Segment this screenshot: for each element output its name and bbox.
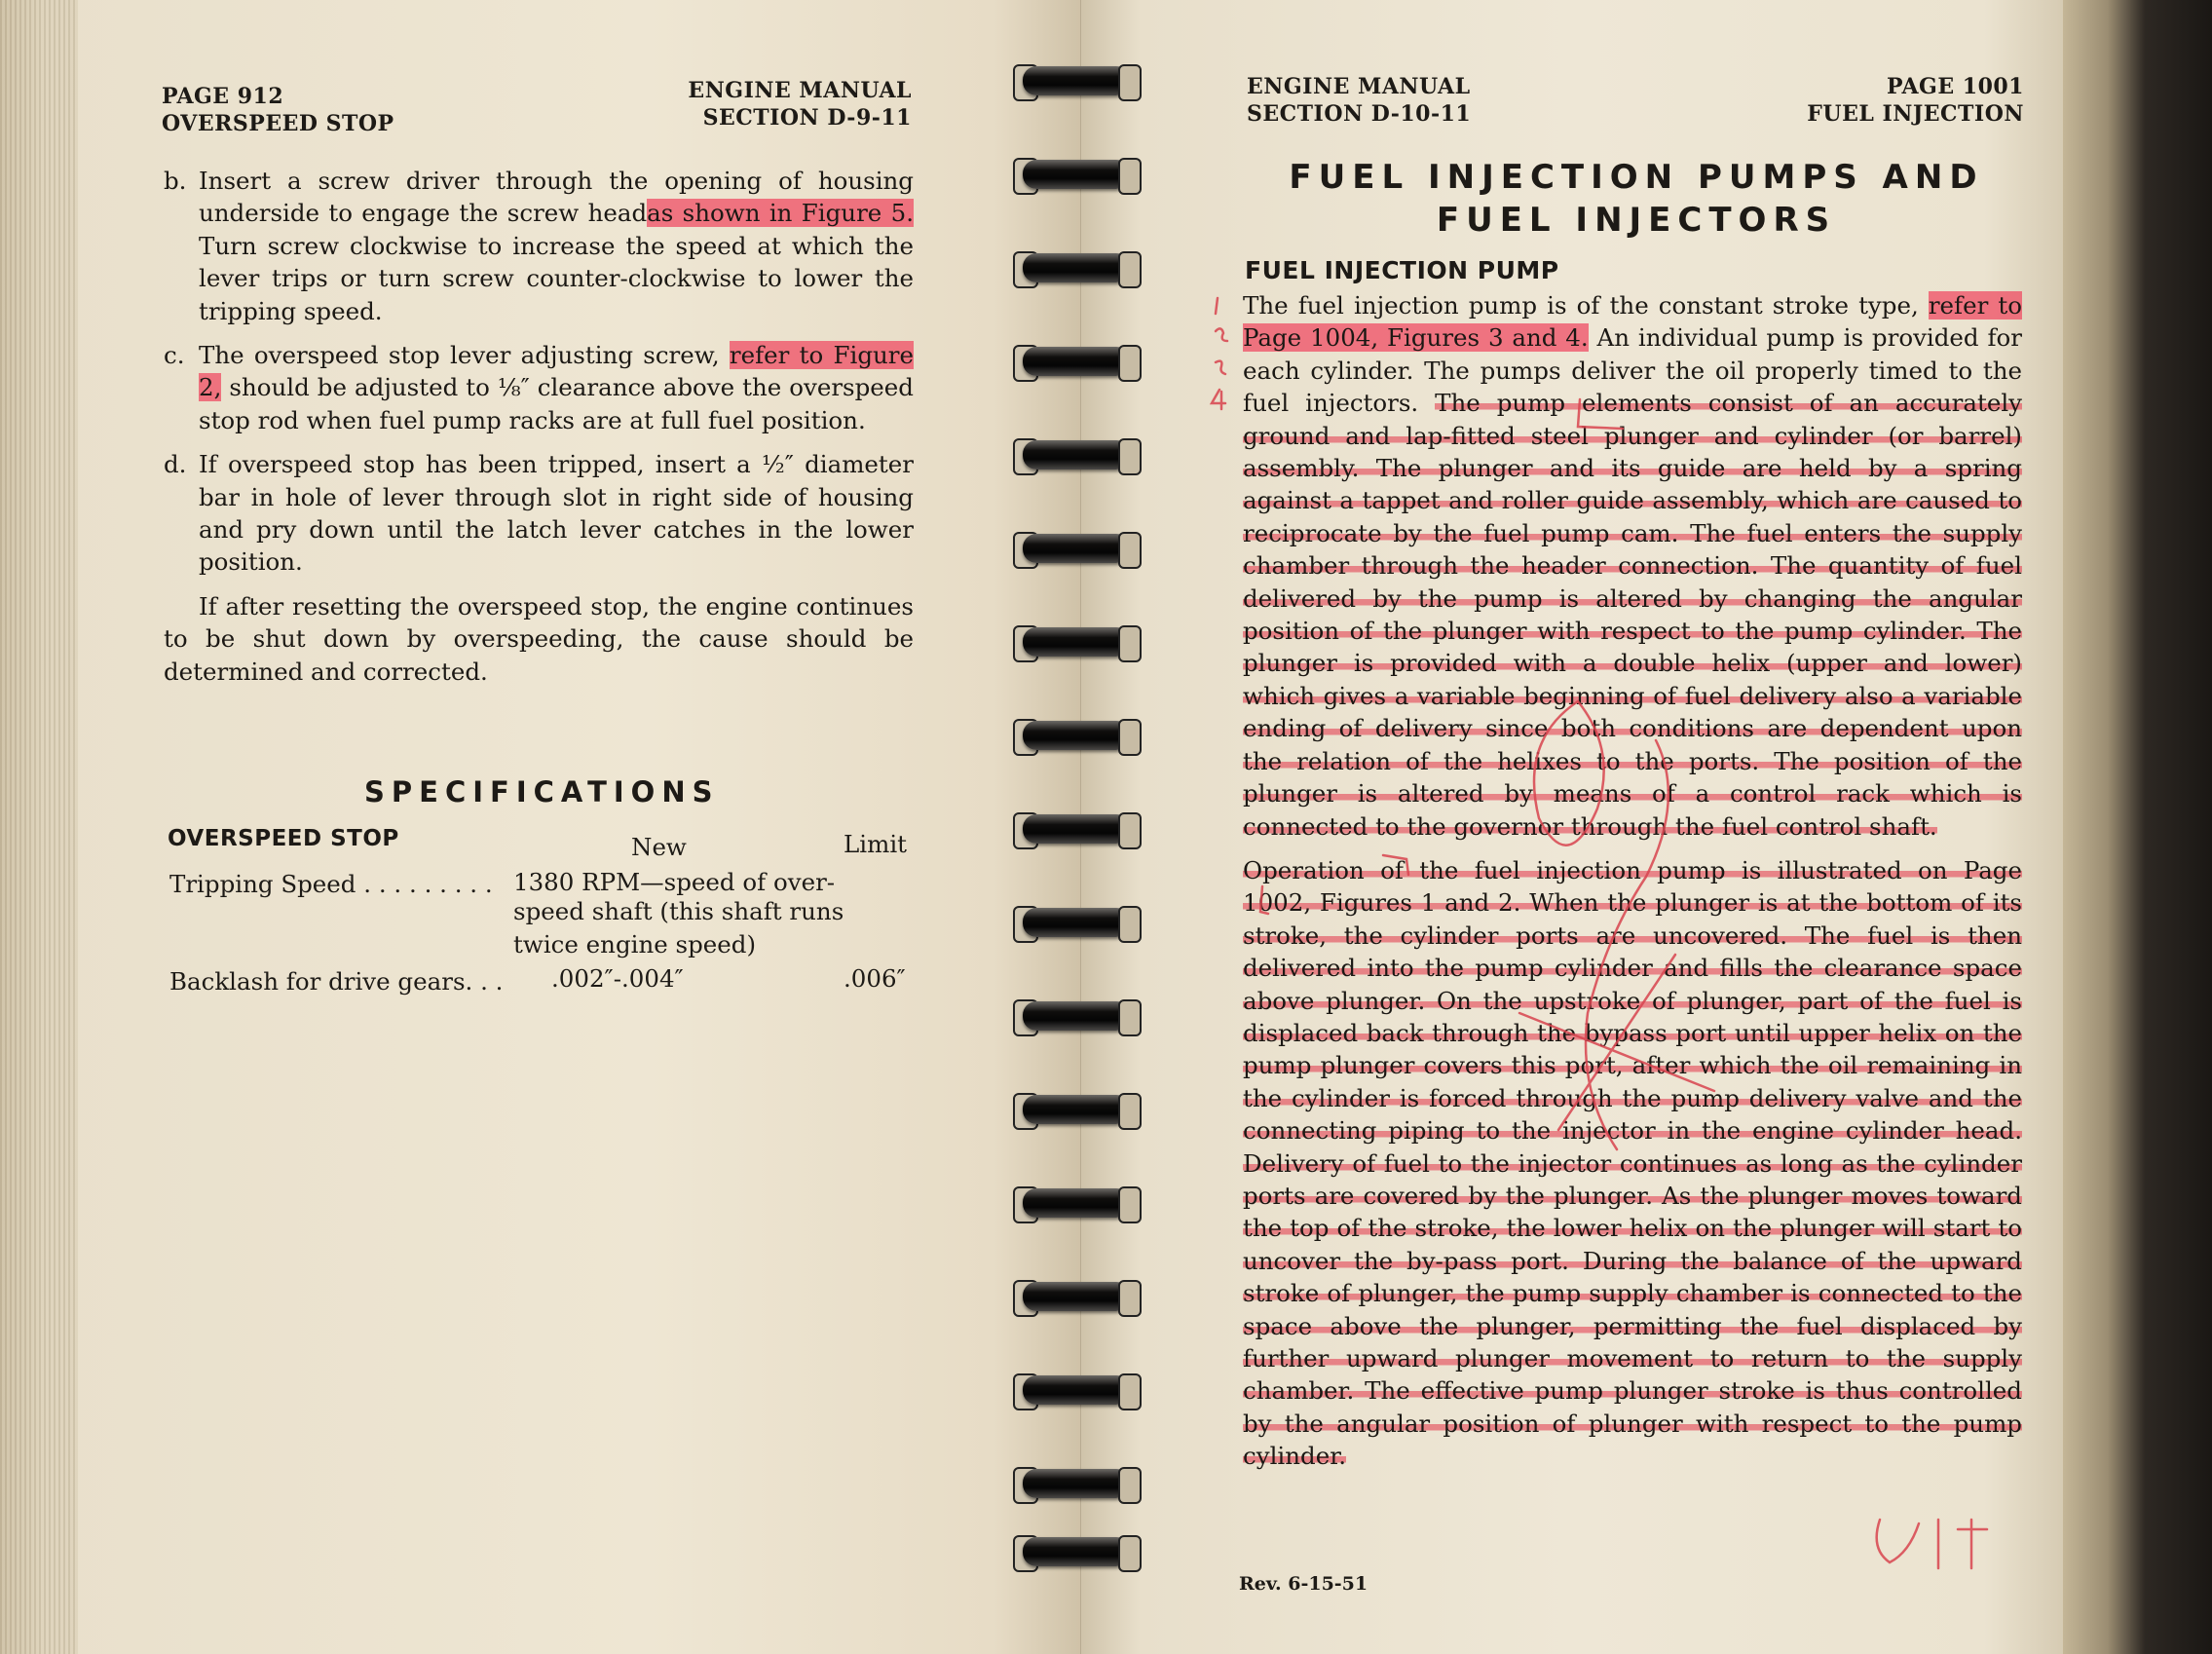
step-b-letter: b. <box>164 167 187 195</box>
left-page <box>0 0 1081 1654</box>
para1-struck-text: The pump elements consist of an accurately ground and lap-fitted steel plunger and cylinder (or barrel) assembly. The plunger and its guide are held by a spring against a tappet and roller guide assembly, which are caused to reciprocate by the fuel pump cam. The fuel enters the supply chamber through the header connection. The quantity of fuel delivered by the pump is altered by changing the angular position of the plunger with respect to the pump cylinder. The plunger is provided with a double helix (upper and lower) which gives a variable beginning of fuel delivery also a variable ending of delivery since both conditions are dependent upon the relation of the helixes to the ports. The position of the plunger is altered by means of a control rack which is connected to the governor through the fuel control shaft. <box>1243 389 2023 841</box>
para1-highlight: refer to Page 1004, Figures 3 and 4. <box>1243 291 2022 353</box>
fuel-pump-subhead: FUEL INJECTION PUMP <box>1245 256 1559 284</box>
step-b-text-rest: Turn screw clockwise to increase the speed at which the lever trips or turn screw counter-clockwise to lower the tripping speed. <box>199 231 914 325</box>
left-body <box>164 165 914 688</box>
left-manual-name: ENGINE MANUAL <box>688 78 912 103</box>
spec-row-new-line: twice engine speed) <box>513 930 757 959</box>
closing-paragraph: If after resetting the overspeed stop, the engine continues to be shut down by overspeeding, the cause should be determined and corrected. <box>164 591 914 686</box>
binding-coil <box>1013 432 1140 475</box>
para2-struck-lead: Operation of the fuel injection pump is illustrated on Page 1002, Figures 1 and 2. <box>1243 855 2022 918</box>
binding-coil <box>1013 1087 1140 1130</box>
spec-col-limit: Limit <box>844 830 908 858</box>
spec-row-new-line: .002″-.004″ <box>551 964 684 993</box>
paragraph-2 <box>1243 854 2022 1473</box>
binding-coil <box>1013 339 1140 382</box>
spec-row-new-line: 1380 RPM—speed of over- <box>513 868 836 896</box>
binding-coil <box>1013 1274 1140 1317</box>
para1-text: The fuel injection pump is of the constant stroke type, <box>1243 291 1929 320</box>
spec-row-label: Tripping Speed . . . . . . . . . <box>169 870 493 898</box>
paragraph-1 <box>1243 289 2022 843</box>
right-body <box>1243 289 2022 1473</box>
spiral-binding <box>1013 58 1149 1578</box>
spec-row-label: Backlash for drive gears. . . <box>169 967 504 996</box>
specifications-title: SPECIFICATIONS <box>364 775 720 808</box>
step-c-text: The overspeed stop lever adjusting screw, <box>199 341 730 370</box>
step-b-text: Insert a screw driver through the opening of housing underside to engage the screw head <box>199 167 914 228</box>
spec-row-new-line: speed shaft (this shaft runs <box>513 897 844 925</box>
left-page-number: PAGE 912 <box>162 84 284 109</box>
binding-coil <box>1013 58 1140 101</box>
binding-coil <box>1013 1461 1140 1504</box>
page-title-line2: FUEL INJECTORS <box>1436 201 1837 240</box>
para2-struck-text: When the plunger is at the bottom of its stroke, the cylinder ports are uncovered. The fuel is then delivered into the pump cylinder and fills the clearance space above plunger. On the upstroke of plunger, part of the fuel is displaced back through the bypass port until upper helix on the pump plunger covers this port, after which the oil remaining in the cylinder is forced through the pump delivery valve and the connecting piping to the injector in the engine cylinder head. Delivery of fuel to the injector continues as long as the cylinder ports are covered by the plunger. As the plunger moves toward the top of the stroke, the lower helix on the plunger will start to uncover the by-pass port. During the balance of the upward stroke of plunger, the pump supply chamber is connected to the space above the plunger, permitting the fuel displaced by further upward plunger movement to return to the supply chamber. The effective pump plunger stroke is thus controlled by the angular position of plunger with respect to the pump cylinder. <box>1243 888 2022 1471</box>
step-b-highlight: as shown in Figure 5. <box>647 199 914 228</box>
binding-coil <box>1013 900 1140 943</box>
binding-coil <box>1013 526 1140 569</box>
binding-coil <box>1013 245 1140 288</box>
step-c <box>164 339 914 436</box>
spec-col-new: New <box>631 833 687 861</box>
binding-coil <box>1013 1529 1140 1572</box>
spec-subhead: OVERSPEED STOP <box>168 826 399 851</box>
page-fore-edge <box>2063 0 2212 1654</box>
binding-coil <box>1013 713 1140 756</box>
right-page <box>1081 0 2063 1654</box>
binding-coil <box>1013 994 1140 1036</box>
left-section-topic: OVERSPEED STOP <box>162 111 394 136</box>
step-d <box>164 448 914 579</box>
step-d-text: If overspeed stop has been tripped, insert a ½″ diameter bar in hole of lever through slot in right side of housing and pry down until the latch lever catches in the lower position. <box>199 450 914 577</box>
binding-coil <box>1013 152 1140 195</box>
right-section-number: SECTION D-10-11 <box>1247 101 1472 127</box>
page-title-line1: FUEL INJECTION PUMPS AND <box>1289 158 1984 197</box>
left-section-number: SECTION D-9-11 <box>702 105 912 131</box>
step-c-text-rest: should be adjusted to ⅛″ clearance above the overspeed stop rod when fuel pump racks are at full fuel position. <box>199 373 914 434</box>
right-manual-name: ENGINE MANUAL <box>1247 74 1471 99</box>
step-b <box>164 165 914 327</box>
step-c-highlight: refer to Figure 2, <box>199 341 914 402</box>
spec-row-limit: .006″ <box>844 964 906 993</box>
binding-coil <box>1013 1181 1140 1223</box>
binding-coil <box>1013 1368 1140 1410</box>
step-c-letter: c. <box>164 341 185 370</box>
binding-coil <box>1013 620 1140 662</box>
right-section-topic: FUEL INJECTION <box>1807 101 2024 127</box>
right-page-number: PAGE 1001 <box>1887 74 2024 99</box>
step-d-letter: d. <box>164 450 187 479</box>
revision-date: Rev. 6-15-51 <box>1239 1573 1368 1595</box>
binding-coil <box>1013 807 1140 849</box>
para1-text-rest: An individual pump is provided for each cylinder. The pumps deliver the oil properly timed to the fuel injectors. <box>1243 323 2022 418</box>
